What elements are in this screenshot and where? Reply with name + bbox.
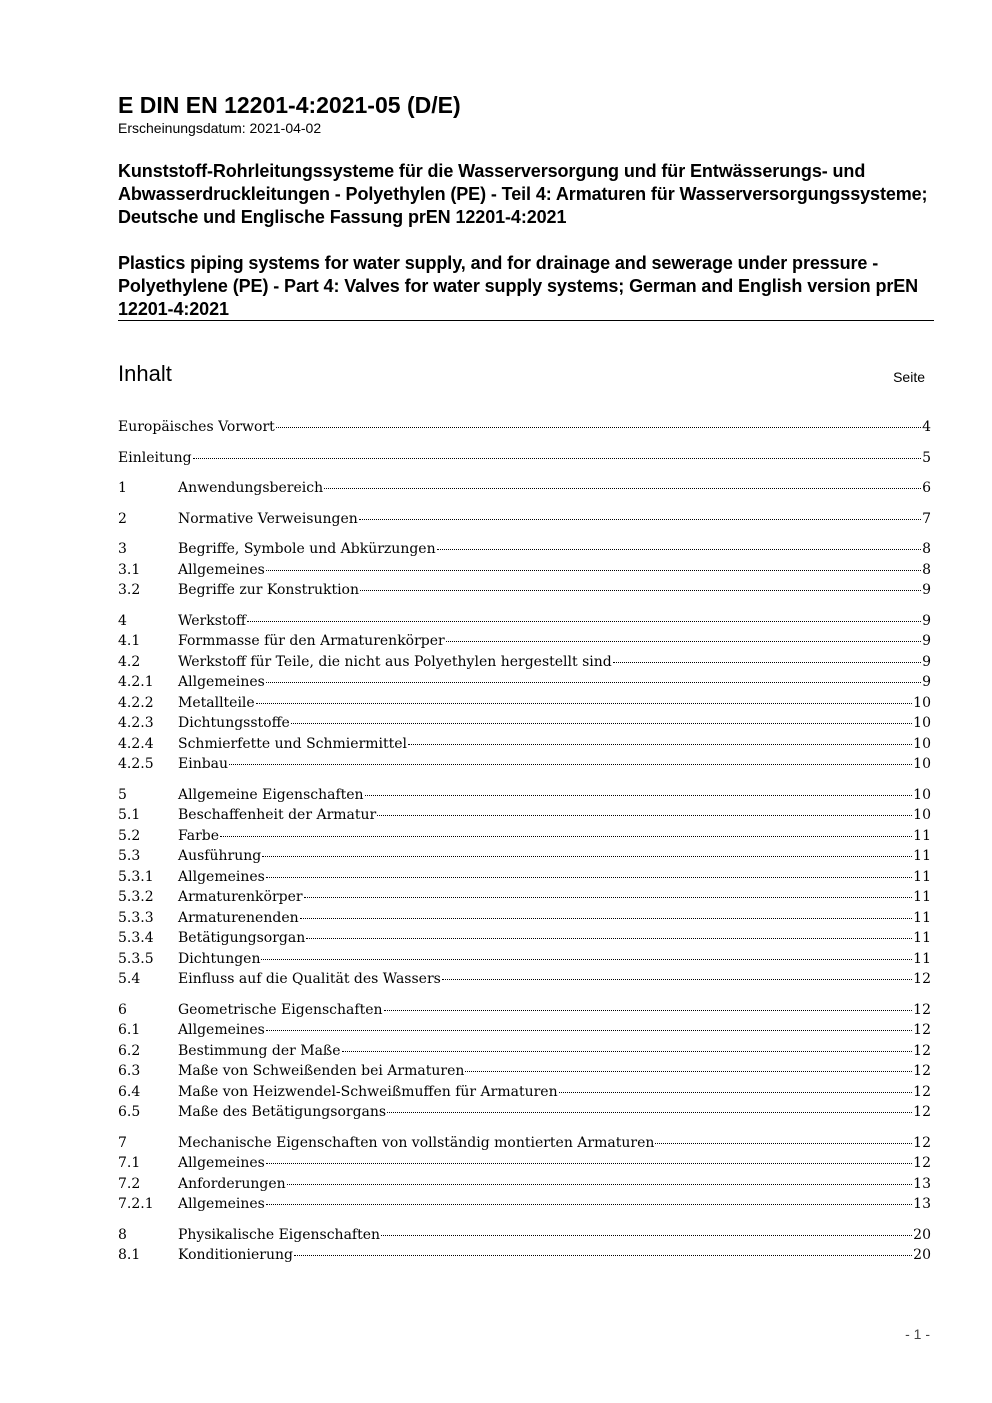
toc-entry-title[interactable]: Metallteile [178, 694, 255, 711]
toc-entry-page[interactable]: 11 [913, 909, 931, 926]
toc-entry[interactable] [118, 846, 931, 867]
toc-entry-page[interactable]: 10 [913, 756, 931, 772]
toc-entry-title[interactable]: Anwendungsbereich [178, 480, 324, 496]
toc-entry-page[interactable]: 12 [913, 1104, 931, 1120]
toc-dot-leader [446, 641, 921, 642]
toc-entry-title[interactable]: Ausführung [178, 848, 262, 864]
document-header [118, 92, 934, 319]
toc-entry-title[interactable]: Europäisches Vorwort [118, 419, 275, 435]
toc-dot-leader [381, 1235, 912, 1236]
toc-entry[interactable] [118, 928, 931, 949]
toc-entry-page[interactable]: 11 [913, 848, 931, 864]
toc-entry-number: 5.3.1 [118, 868, 154, 885]
toc-dot-leader [359, 519, 921, 520]
toc-entry-page[interactable]: 10 [913, 735, 931, 752]
toc-entry-number: 4 [118, 612, 127, 629]
toc-entry-page[interactable]: 11 [913, 827, 931, 844]
toc-dot-leader [300, 918, 913, 919]
toc-entry[interactable] [118, 672, 931, 693]
toc-entry[interactable] [118, 448, 931, 469]
toc-dot-leader [266, 1163, 912, 1164]
toc-entry-title[interactable]: Maße des Betätigungsorgans [178, 1104, 387, 1120]
toc-group [118, 1225, 931, 1266]
toc-dot-leader [304, 897, 913, 898]
toc-dot-leader [360, 590, 921, 591]
toc-entry-page[interactable]: 9 [922, 582, 931, 598]
toc-entry-page[interactable]: 20 [913, 1247, 931, 1263]
toc-entry[interactable] [118, 908, 931, 929]
toc-dot-leader [291, 723, 912, 724]
toc-entry-title[interactable]: Allgemeines [178, 561, 265, 578]
toc-entry-title[interactable]: Maße von Heizwendel-Schweißmuffen für Armaturen [178, 1083, 558, 1100]
toc-entry[interactable] [118, 631, 931, 652]
toc-entry-number: 1 [118, 480, 127, 496]
toc-dot-leader [220, 836, 912, 837]
toc-entry-page[interactable]: 9 [922, 612, 931, 629]
toc-entry[interactable] [118, 1041, 931, 1062]
toc-group [118, 785, 931, 990]
toc-entry-page[interactable]: 13 [913, 1196, 931, 1212]
toc-entry-title[interactable]: Allgemeine Eigenschaften [178, 786, 364, 803]
toc-entry-page[interactable]: 8 [922, 541, 931, 557]
toc-entry-title[interactable]: Physikalische Eigenschaften [178, 1226, 381, 1243]
toc-entry-page[interactable]: 11 [913, 950, 931, 967]
toc-dot-leader [266, 877, 912, 878]
toc-entry-number: 4.2 [118, 653, 141, 670]
toc-entry[interactable] [118, 1225, 931, 1246]
toc-entry-title[interactable]: Werkstoff für Teile, die nicht aus Polyethylen hergestellt sind [178, 653, 612, 670]
toc-entry-title[interactable]: Einfluss auf die Qualität des Wassers [178, 971, 441, 987]
toc-entry-number: 6.5 [118, 1104, 141, 1120]
toc-entry-number: 5 [118, 786, 127, 803]
toc-dot-leader [465, 1071, 912, 1072]
toc-entry-page[interactable]: 8 [922, 561, 931, 578]
toc-entry-number: 6.1 [118, 1022, 141, 1038]
toc-entry-number: 6 [118, 1001, 127, 1018]
toc-dot-leader [342, 1051, 913, 1052]
header-divider [118, 320, 934, 321]
toc-entry-number: 3.1 [118, 561, 141, 578]
toc-dot-leader [655, 1143, 912, 1144]
toc-dot-leader [266, 1204, 912, 1205]
toc-entry[interactable] [118, 785, 931, 806]
toc-entry-number: 6.4 [118, 1083, 141, 1100]
toc-entry-number: 5.3 [118, 848, 141, 864]
toc-entry-page[interactable]: 10 [913, 715, 931, 731]
toc-entry[interactable] [118, 560, 931, 581]
document-id: E DIN EN 12201-4:2021-05 (D/E) [118, 92, 461, 118]
toc-entry-title[interactable]: Armaturenenden [178, 909, 299, 926]
toc-entry[interactable] [118, 509, 931, 530]
toc-entry-page[interactable]: 11 [913, 889, 931, 905]
toc-entry-title[interactable]: Dichtungen [178, 950, 261, 967]
toc-dot-leader [377, 815, 912, 816]
toc-dot-leader [324, 488, 921, 489]
toc-entry-page[interactable]: 4 [922, 419, 931, 435]
toc-entry[interactable] [118, 754, 931, 775]
toc-entry-number: 5.1 [118, 807, 141, 823]
toc-entry-page[interactable]: 10 [913, 694, 931, 711]
toc-dot-leader [384, 1010, 913, 1011]
toc-entry[interactable] [118, 611, 931, 632]
toc-dot-leader [287, 1184, 913, 1185]
toc-entry-title[interactable]: Allgemeines [178, 1196, 265, 1212]
toc-entry-title[interactable]: Allgemeines [178, 868, 265, 885]
toc-entry-number: 7.2 [118, 1175, 141, 1192]
toc-entry[interactable] [118, 887, 931, 908]
page-number: - 1 - [905, 1326, 930, 1342]
table-of-contents [118, 417, 931, 1276]
toc-entry-number: 4.2.1 [118, 674, 154, 690]
toc-entry-page[interactable]: 20 [913, 1226, 931, 1243]
toc-dot-leader [387, 1112, 912, 1113]
toc-entry-page[interactable]: 12 [913, 1155, 931, 1171]
toc-dot-leader [559, 1092, 913, 1093]
toc-entry-number: 5.3.5 [118, 950, 154, 967]
toc-entry-number: 5.3.3 [118, 909, 154, 926]
toc-entry-title[interactable]: Maße von Schweißenden bei Armaturen [178, 1063, 465, 1079]
toc-entry-page[interactable]: 9 [922, 633, 931, 649]
toc-entry-number: 2 [118, 510, 127, 527]
toc-entry-title[interactable]: Werkstoff [178, 612, 246, 629]
toc-entry-number: 7.2.1 [118, 1196, 154, 1212]
toc-entry[interactable] [118, 969, 931, 990]
toc-entry-title[interactable]: Armaturenkörper [178, 889, 303, 905]
toc-entry-page[interactable]: 11 [913, 868, 931, 885]
toc-entry-number: 3.2 [118, 582, 141, 598]
toc-entry[interactable] [118, 1102, 931, 1123]
toc-entry-number: 4.2.3 [118, 715, 154, 731]
toc-entry-title[interactable]: Dichtungsstoffe [178, 715, 290, 731]
toc-dot-leader [261, 959, 912, 960]
toc-dot-leader [266, 1030, 912, 1031]
toc-dot-leader [613, 662, 921, 663]
toc-entry-page[interactable]: 12 [913, 971, 931, 987]
toc-entry-title[interactable]: Allgemeines [178, 1022, 265, 1038]
toc-dot-leader [256, 703, 912, 704]
toc-entry-title[interactable]: Beschaffenheit der Armatur [178, 807, 377, 823]
toc-entry[interactable] [118, 1020, 931, 1041]
toc-entry-number: 4.2.2 [118, 694, 154, 711]
toc-entry-number: 8 [118, 1226, 127, 1243]
publication-date: Erscheinungsdatum: 2021-04-02 [118, 120, 322, 136]
toc-dot-leader [276, 427, 921, 428]
toc-group [118, 611, 931, 775]
toc-dot-leader [408, 744, 912, 745]
toc-entry-title[interactable]: Begriffe, Symbole und Abkürzungen [178, 541, 436, 557]
toc-entry[interactable] [118, 1245, 931, 1266]
toc-group [118, 1133, 931, 1215]
toc-entry-page[interactable]: 7 [922, 510, 931, 527]
toc-group [118, 539, 931, 601]
toc-entry-title[interactable]: Allgemeines [178, 674, 265, 690]
toc-entry-page[interactable]: 6 [922, 480, 931, 496]
toc-entry-title[interactable]: Formmasse für den Armaturenkörper [178, 633, 445, 649]
toc-dot-leader [247, 621, 921, 622]
toc-entry-number: 4.2.4 [118, 735, 154, 752]
toc-entry-page[interactable]: 12 [913, 1083, 931, 1100]
toc-entry[interactable] [118, 713, 931, 734]
toc-entry-number: 7.1 [118, 1155, 141, 1171]
toc-entry-page[interactable]: 9 [922, 653, 931, 670]
toc-entry-title[interactable]: Einbau [178, 756, 229, 772]
toc-entry-page[interactable]: 12 [913, 1001, 931, 1018]
toc-entry-page[interactable]: 9 [922, 674, 931, 690]
toc-entry-number: 5.4 [118, 971, 141, 987]
toc-entry-title[interactable]: Schmierfette und Schmiermittel [178, 735, 408, 752]
toc-entry-number: 4.1 [118, 633, 141, 649]
toc-entry-number: 3 [118, 541, 127, 557]
toc-entry-number: 5.3.4 [118, 930, 154, 946]
toc-entry-page[interactable]: 12 [913, 1134, 931, 1151]
toc-entry[interactable] [118, 867, 931, 888]
toc-entry-page[interactable]: 12 [913, 1022, 931, 1038]
toc-entry-title[interactable]: Normative Verweisungen [178, 510, 358, 527]
toc-entry-page[interactable]: 11 [913, 930, 931, 946]
toc-entry[interactable] [118, 826, 931, 847]
toc-entry-title[interactable]: Allgemeines [178, 1155, 265, 1171]
toc-entry-title[interactable]: Begriffe zur Konstruktion [178, 582, 360, 598]
toc-entry-number: 5.3.2 [118, 889, 154, 905]
toc-entry[interactable] [118, 1174, 931, 1195]
toc-dot-leader [437, 549, 921, 550]
toc-entry-title[interactable]: Anforderungen [178, 1175, 286, 1192]
toc-entry[interactable] [118, 805, 931, 826]
toc-entry[interactable] [118, 478, 931, 499]
toc-entry[interactable] [118, 734, 931, 755]
toc-dot-leader [442, 979, 912, 980]
toc-group [118, 417, 931, 438]
toc-group [118, 509, 931, 530]
toc-entry-title[interactable]: Betätigungsorgan [178, 930, 306, 946]
toc-entry-title[interactable]: Einleitung [118, 449, 192, 466]
toc-entry-page[interactable]: 12 [913, 1042, 931, 1059]
toc-dot-leader [266, 570, 921, 571]
toc-entry-title[interactable]: Konditionierung [178, 1247, 293, 1263]
toc-entry[interactable] [118, 1000, 931, 1021]
toc-dot-leader [365, 795, 913, 796]
toc-entry[interactable] [118, 1153, 931, 1174]
toc-entry-title[interactable]: Farbe [178, 827, 220, 844]
toc-dot-leader [266, 682, 921, 683]
toc-entry-title[interactable]: Mechanische Eigenschaften von vollständig montierten Armaturen [178, 1134, 655, 1151]
toc-entry-page[interactable]: 12 [913, 1063, 931, 1079]
title-german: Kunststoff-Rohrleitungssysteme für die Wasserversorgung und für Entwässerungs- und Abwasserdruckleitungen - Polyethylen (PE) - Teil 4: Armaturen für Wasserversorgungssysteme; Deutsche und Englische Fassung prEN 12201-4:2021 [118, 161, 928, 227]
toc-entry-page[interactable]: 13 [913, 1175, 931, 1192]
toc-entry-number: 6.3 [118, 1063, 141, 1079]
toc-entry-number: 8.1 [118, 1247, 141, 1263]
toc-entry[interactable] [118, 652, 931, 673]
toc-entry-page[interactable]: 10 [913, 786, 931, 803]
toc-dot-leader [229, 764, 912, 765]
toc-group [118, 448, 931, 469]
toc-entry[interactable] [118, 1194, 931, 1215]
toc-group [118, 478, 931, 499]
toc-entry[interactable] [118, 417, 931, 438]
toc-heading: Inhalt [118, 361, 172, 386]
toc-entry-number: 5.2 [118, 827, 141, 844]
toc-entry-title[interactable]: Bestimmung der Maße [178, 1042, 341, 1059]
toc-dot-leader [262, 856, 912, 857]
toc-dot-leader [294, 1255, 912, 1256]
toc-page-column-label: Seite [893, 369, 925, 385]
toc-entry[interactable] [118, 1082, 931, 1103]
toc-entry[interactable] [118, 1061, 931, 1082]
toc-entry-page[interactable]: 10 [913, 807, 931, 823]
toc-entry-number: 4.2.5 [118, 756, 154, 772]
toc-entry[interactable] [118, 949, 931, 970]
toc-entry-number: 6.2 [118, 1042, 141, 1059]
toc-entry[interactable] [118, 693, 931, 714]
toc-entry-number: 7 [118, 1134, 127, 1151]
title-english: Plastics piping systems for water supply, and for drainage and sewerage under pressure - Polyethylene (PE) - Part 4: Valves for water supply systems; German and English version prEN 12201-4:2021 [118, 253, 919, 319]
toc-entry[interactable] [118, 539, 931, 560]
toc-dot-leader [306, 938, 912, 939]
toc-entry-page[interactable]: 5 [922, 449, 931, 466]
toc-dot-leader [193, 458, 922, 459]
toc-entry[interactable] [118, 580, 931, 601]
toc-entry[interactable] [118, 1133, 931, 1154]
toc-entry-title[interactable]: Geometrische Eigenschaften [178, 1001, 383, 1018]
toc-group [118, 1000, 931, 1123]
